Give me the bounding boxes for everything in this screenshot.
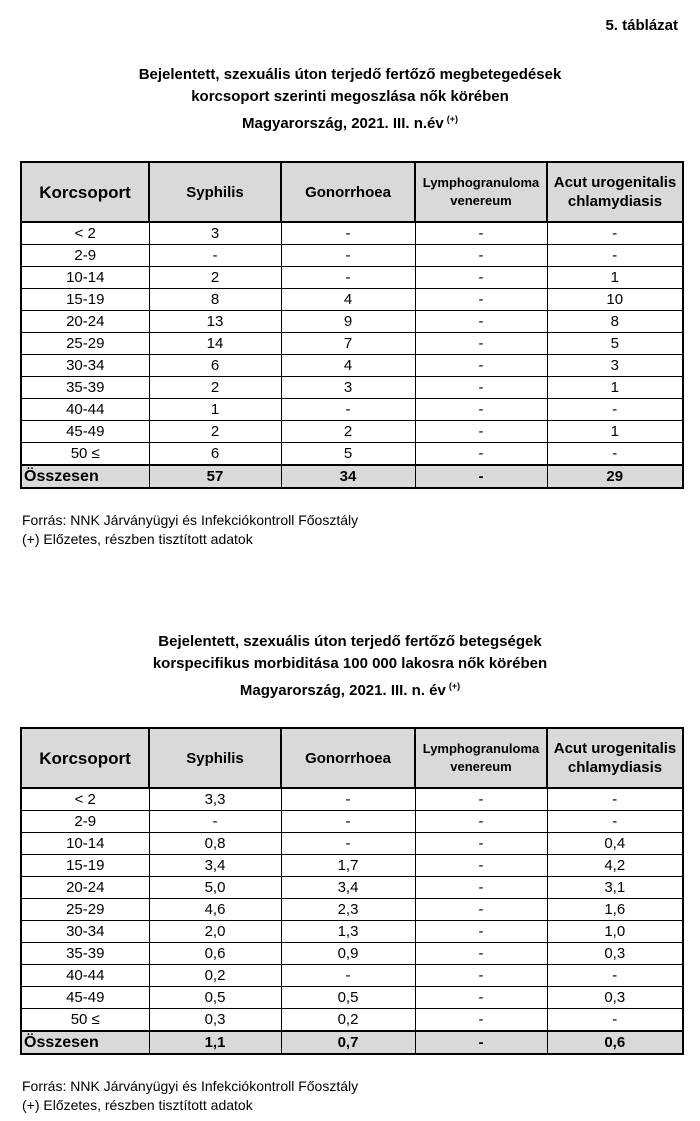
table-2-header-row bbox=[21, 728, 683, 788]
table-row bbox=[21, 833, 683, 855]
table-cell: - bbox=[415, 355, 547, 377]
table-cell: - bbox=[415, 333, 547, 355]
table-cell: 0,8 bbox=[149, 833, 281, 855]
table-cell: - bbox=[415, 833, 547, 855]
table-2-notes bbox=[22, 1077, 358, 1115]
table-cell: - bbox=[415, 943, 547, 965]
table-cell: 14 bbox=[149, 333, 281, 355]
table-cell: 1,0 bbox=[547, 921, 683, 943]
table-cell: - bbox=[547, 788, 683, 811]
total-cell: 1,1 bbox=[149, 1031, 281, 1054]
table-cell: 3,4 bbox=[281, 877, 415, 899]
total-label: Összesen bbox=[21, 1031, 149, 1054]
table-cell: - bbox=[415, 377, 547, 399]
header-lymphogranuloma: Lymphogranuloma venereum bbox=[415, 162, 547, 222]
total-label: Összesen bbox=[21, 465, 149, 488]
table-cell: 15-19 bbox=[21, 855, 149, 877]
table-cell: 0,3 bbox=[547, 987, 683, 1009]
table-cell: 3 bbox=[149, 222, 281, 245]
table-row bbox=[21, 421, 683, 443]
table-2-title-line-3: Magyarország, 2021. III. n. év bbox=[239, 682, 446, 699]
table-row bbox=[21, 245, 683, 267]
table-cell: 25-29 bbox=[21, 333, 149, 355]
table-cell: - bbox=[415, 289, 547, 311]
table-cell: 0,2 bbox=[149, 965, 281, 987]
table-cell: 3 bbox=[547, 355, 683, 377]
table-row bbox=[21, 965, 683, 987]
table-cell: 50 ≤ bbox=[21, 443, 149, 466]
table-cell: - bbox=[415, 855, 547, 877]
table-cell: 30-34 bbox=[21, 921, 149, 943]
table-cell: - bbox=[547, 1009, 683, 1032]
header-gonorrhoea: Gonorrhoea bbox=[281, 162, 415, 222]
table-cell: 1 bbox=[149, 399, 281, 421]
table-cell: 8 bbox=[547, 311, 683, 333]
table-cell: 8 bbox=[149, 289, 281, 311]
table-row bbox=[21, 355, 683, 377]
table-cell: 9 bbox=[281, 311, 415, 333]
table-cell: 2,3 bbox=[281, 899, 415, 921]
table-cell: < 2 bbox=[21, 222, 149, 245]
header-gonorrhoea: Gonorrhoea bbox=[281, 728, 415, 788]
table-cell: 0,3 bbox=[149, 1009, 281, 1032]
table-row bbox=[21, 311, 683, 333]
table-cell: - bbox=[415, 921, 547, 943]
header-chlamydiasis: Acut urogenitalis chlamydiasis bbox=[547, 162, 683, 222]
table-cell: - bbox=[149, 245, 281, 267]
table-number-label: 5. táblázat bbox=[605, 17, 678, 34]
table-cell: 4,6 bbox=[149, 899, 281, 921]
table-cell: - bbox=[547, 222, 683, 245]
table-cell: 40-44 bbox=[21, 965, 149, 987]
header-chlamydiasis: Acut urogenitalis chlamydiasis bbox=[547, 728, 683, 788]
preliminary-note: (+) Előzetes, részben tisztított adatok bbox=[22, 531, 253, 547]
table-cell: - bbox=[415, 399, 547, 421]
table-cell: - bbox=[281, 833, 415, 855]
table-cell: 7 bbox=[281, 333, 415, 355]
table-cell: 3,3 bbox=[149, 788, 281, 811]
table-cell: 2 bbox=[149, 267, 281, 289]
table-cell: - bbox=[281, 267, 415, 289]
table-1-title-sup: (+) bbox=[446, 114, 458, 124]
table-cell: 2-9 bbox=[21, 811, 149, 833]
table-cell: 5,0 bbox=[149, 877, 281, 899]
table-cell: - bbox=[281, 811, 415, 833]
table-2 bbox=[20, 727, 684, 1055]
table-cell: 2-9 bbox=[21, 245, 149, 267]
table-cell: - bbox=[281, 965, 415, 987]
table-cell: 3 bbox=[281, 377, 415, 399]
table-cell: 40-44 bbox=[21, 399, 149, 421]
preliminary-note: (+) Előzetes, részben tisztított adatok bbox=[22, 1097, 253, 1113]
table-cell: 13 bbox=[149, 311, 281, 333]
table-cell: 2 bbox=[281, 421, 415, 443]
table-cell: - bbox=[281, 788, 415, 811]
table-cell: 45-49 bbox=[21, 421, 149, 443]
table-cell: 1 bbox=[547, 267, 683, 289]
table-cell: 0,5 bbox=[281, 987, 415, 1009]
table-cell: - bbox=[415, 899, 547, 921]
total-row bbox=[21, 1031, 683, 1054]
table-cell: < 2 bbox=[21, 788, 149, 811]
table-cell: 0,2 bbox=[281, 1009, 415, 1032]
table-cell: - bbox=[547, 399, 683, 421]
table-cell: - bbox=[415, 987, 547, 1009]
table-cell: 4 bbox=[281, 289, 415, 311]
table-cell: 0,3 bbox=[547, 943, 683, 965]
total-cell: 0,7 bbox=[281, 1031, 415, 1054]
table-cell: 6 bbox=[149, 443, 281, 466]
source-note: Forrás: NNK Járványügyi és Infekciókontroll Főosztály bbox=[22, 512, 359, 528]
table-cell: 1,3 bbox=[281, 921, 415, 943]
table-cell: - bbox=[547, 965, 683, 987]
table-cell: 4 bbox=[281, 355, 415, 377]
table-row bbox=[21, 399, 683, 421]
table-cell: - bbox=[547, 443, 683, 466]
table-row bbox=[21, 333, 683, 355]
table-cell: 50 ≤ bbox=[21, 1009, 149, 1032]
table-row bbox=[21, 788, 683, 811]
table-cell: 1 bbox=[547, 421, 683, 443]
table-cell: 0,5 bbox=[149, 987, 281, 1009]
table-2-title-line-2: korspecifikus morbiditása 100 000 lakosra nők körében bbox=[152, 655, 548, 672]
table-row bbox=[21, 811, 683, 833]
total-cell: - bbox=[415, 465, 547, 488]
total-cell: 0,6 bbox=[547, 1031, 683, 1054]
table-cell: 4,2 bbox=[547, 855, 683, 877]
table-cell: - bbox=[415, 421, 547, 443]
table-cell: - bbox=[415, 443, 547, 466]
table-cell: 20-24 bbox=[21, 311, 149, 333]
table-1-title-line-2: korcsoport szerinti megoszlása nők körében bbox=[191, 88, 509, 105]
table-cell: - bbox=[547, 245, 683, 267]
table-2-title bbox=[0, 631, 700, 702]
table-cell: 35-39 bbox=[21, 377, 149, 399]
table-row bbox=[21, 943, 683, 965]
table-cell: - bbox=[281, 245, 415, 267]
table-cell: - bbox=[149, 811, 281, 833]
table-cell: 5 bbox=[547, 333, 683, 355]
table-1-title-line-1: Bejelentett, szexuális úton terjedő fertőző megbetegedések bbox=[138, 66, 562, 83]
table-cell: - bbox=[415, 811, 547, 833]
table-cell: 1 bbox=[547, 377, 683, 399]
table-cell: 5 bbox=[281, 443, 415, 466]
table-cell: - bbox=[415, 311, 547, 333]
header-syphilis: Syphilis bbox=[149, 162, 281, 222]
table-cell: - bbox=[415, 877, 547, 899]
table-cell: 1,6 bbox=[547, 899, 683, 921]
table-cell: - bbox=[281, 399, 415, 421]
total-cell: 57 bbox=[149, 465, 281, 488]
total-cell: 34 bbox=[281, 465, 415, 488]
table-cell: 2 bbox=[149, 421, 281, 443]
table-row bbox=[21, 289, 683, 311]
table-cell: 45-49 bbox=[21, 987, 149, 1009]
table-cell: 20-24 bbox=[21, 877, 149, 899]
table-row bbox=[21, 899, 683, 921]
table-1-header-row bbox=[21, 162, 683, 222]
header-korcsoport: Korcsoport bbox=[21, 162, 149, 222]
total-cell: 29 bbox=[547, 465, 683, 488]
total-row bbox=[21, 465, 683, 488]
table-cell: 6 bbox=[149, 355, 281, 377]
table-cell: - bbox=[415, 245, 547, 267]
table-row bbox=[21, 377, 683, 399]
table-1-title-line-3: Magyarország, 2021. III. n.év bbox=[241, 115, 444, 132]
table-cell: - bbox=[415, 222, 547, 245]
table-1 bbox=[20, 161, 684, 489]
table-cell: 15-19 bbox=[21, 289, 149, 311]
total-cell: - bbox=[415, 1031, 547, 1054]
table-cell: 2 bbox=[149, 377, 281, 399]
table-cell: 10-14 bbox=[21, 267, 149, 289]
table-cell: 0,9 bbox=[281, 943, 415, 965]
table-cell: - bbox=[547, 811, 683, 833]
table-cell: - bbox=[281, 222, 415, 245]
table-2-title-sup: (+) bbox=[448, 681, 461, 691]
table-row bbox=[21, 921, 683, 943]
header-lymphogranuloma: Lymphogranuloma venereum bbox=[415, 728, 547, 788]
table-cell: 25-29 bbox=[21, 899, 149, 921]
table-row bbox=[21, 1009, 683, 1032]
table-cell: 30-34 bbox=[21, 355, 149, 377]
table-row bbox=[21, 987, 683, 1009]
table-1-title bbox=[0, 64, 700, 135]
table-1-notes bbox=[22, 511, 358, 549]
header-syphilis: Syphilis bbox=[149, 728, 281, 788]
table-row bbox=[21, 222, 683, 245]
table-row bbox=[21, 877, 683, 899]
table-row bbox=[21, 855, 683, 877]
table-cell: - bbox=[415, 267, 547, 289]
table-cell: - bbox=[415, 788, 547, 811]
header-korcsoport: Korcsoport bbox=[21, 728, 149, 788]
table-cell: 3,1 bbox=[547, 877, 683, 899]
table-cell: - bbox=[415, 965, 547, 987]
table-cell: - bbox=[415, 1009, 547, 1032]
table-cell: 0,4 bbox=[547, 833, 683, 855]
table-2-title-line-1: Bejelentett, szexuális úton terjedő fertőző betegségek bbox=[158, 633, 542, 650]
table-cell: 10 bbox=[547, 289, 683, 311]
table-cell: 1,7 bbox=[281, 855, 415, 877]
table-cell: 2,0 bbox=[149, 921, 281, 943]
table-cell: 35-39 bbox=[21, 943, 149, 965]
source-note: Forrás: NNK Járványügyi és Infekciókontroll Főosztály bbox=[22, 1078, 359, 1094]
table-row bbox=[21, 267, 683, 289]
table-cell: 10-14 bbox=[21, 833, 149, 855]
table-row bbox=[21, 443, 683, 466]
table-cell: 0,6 bbox=[149, 943, 281, 965]
table-cell: 3,4 bbox=[149, 855, 281, 877]
